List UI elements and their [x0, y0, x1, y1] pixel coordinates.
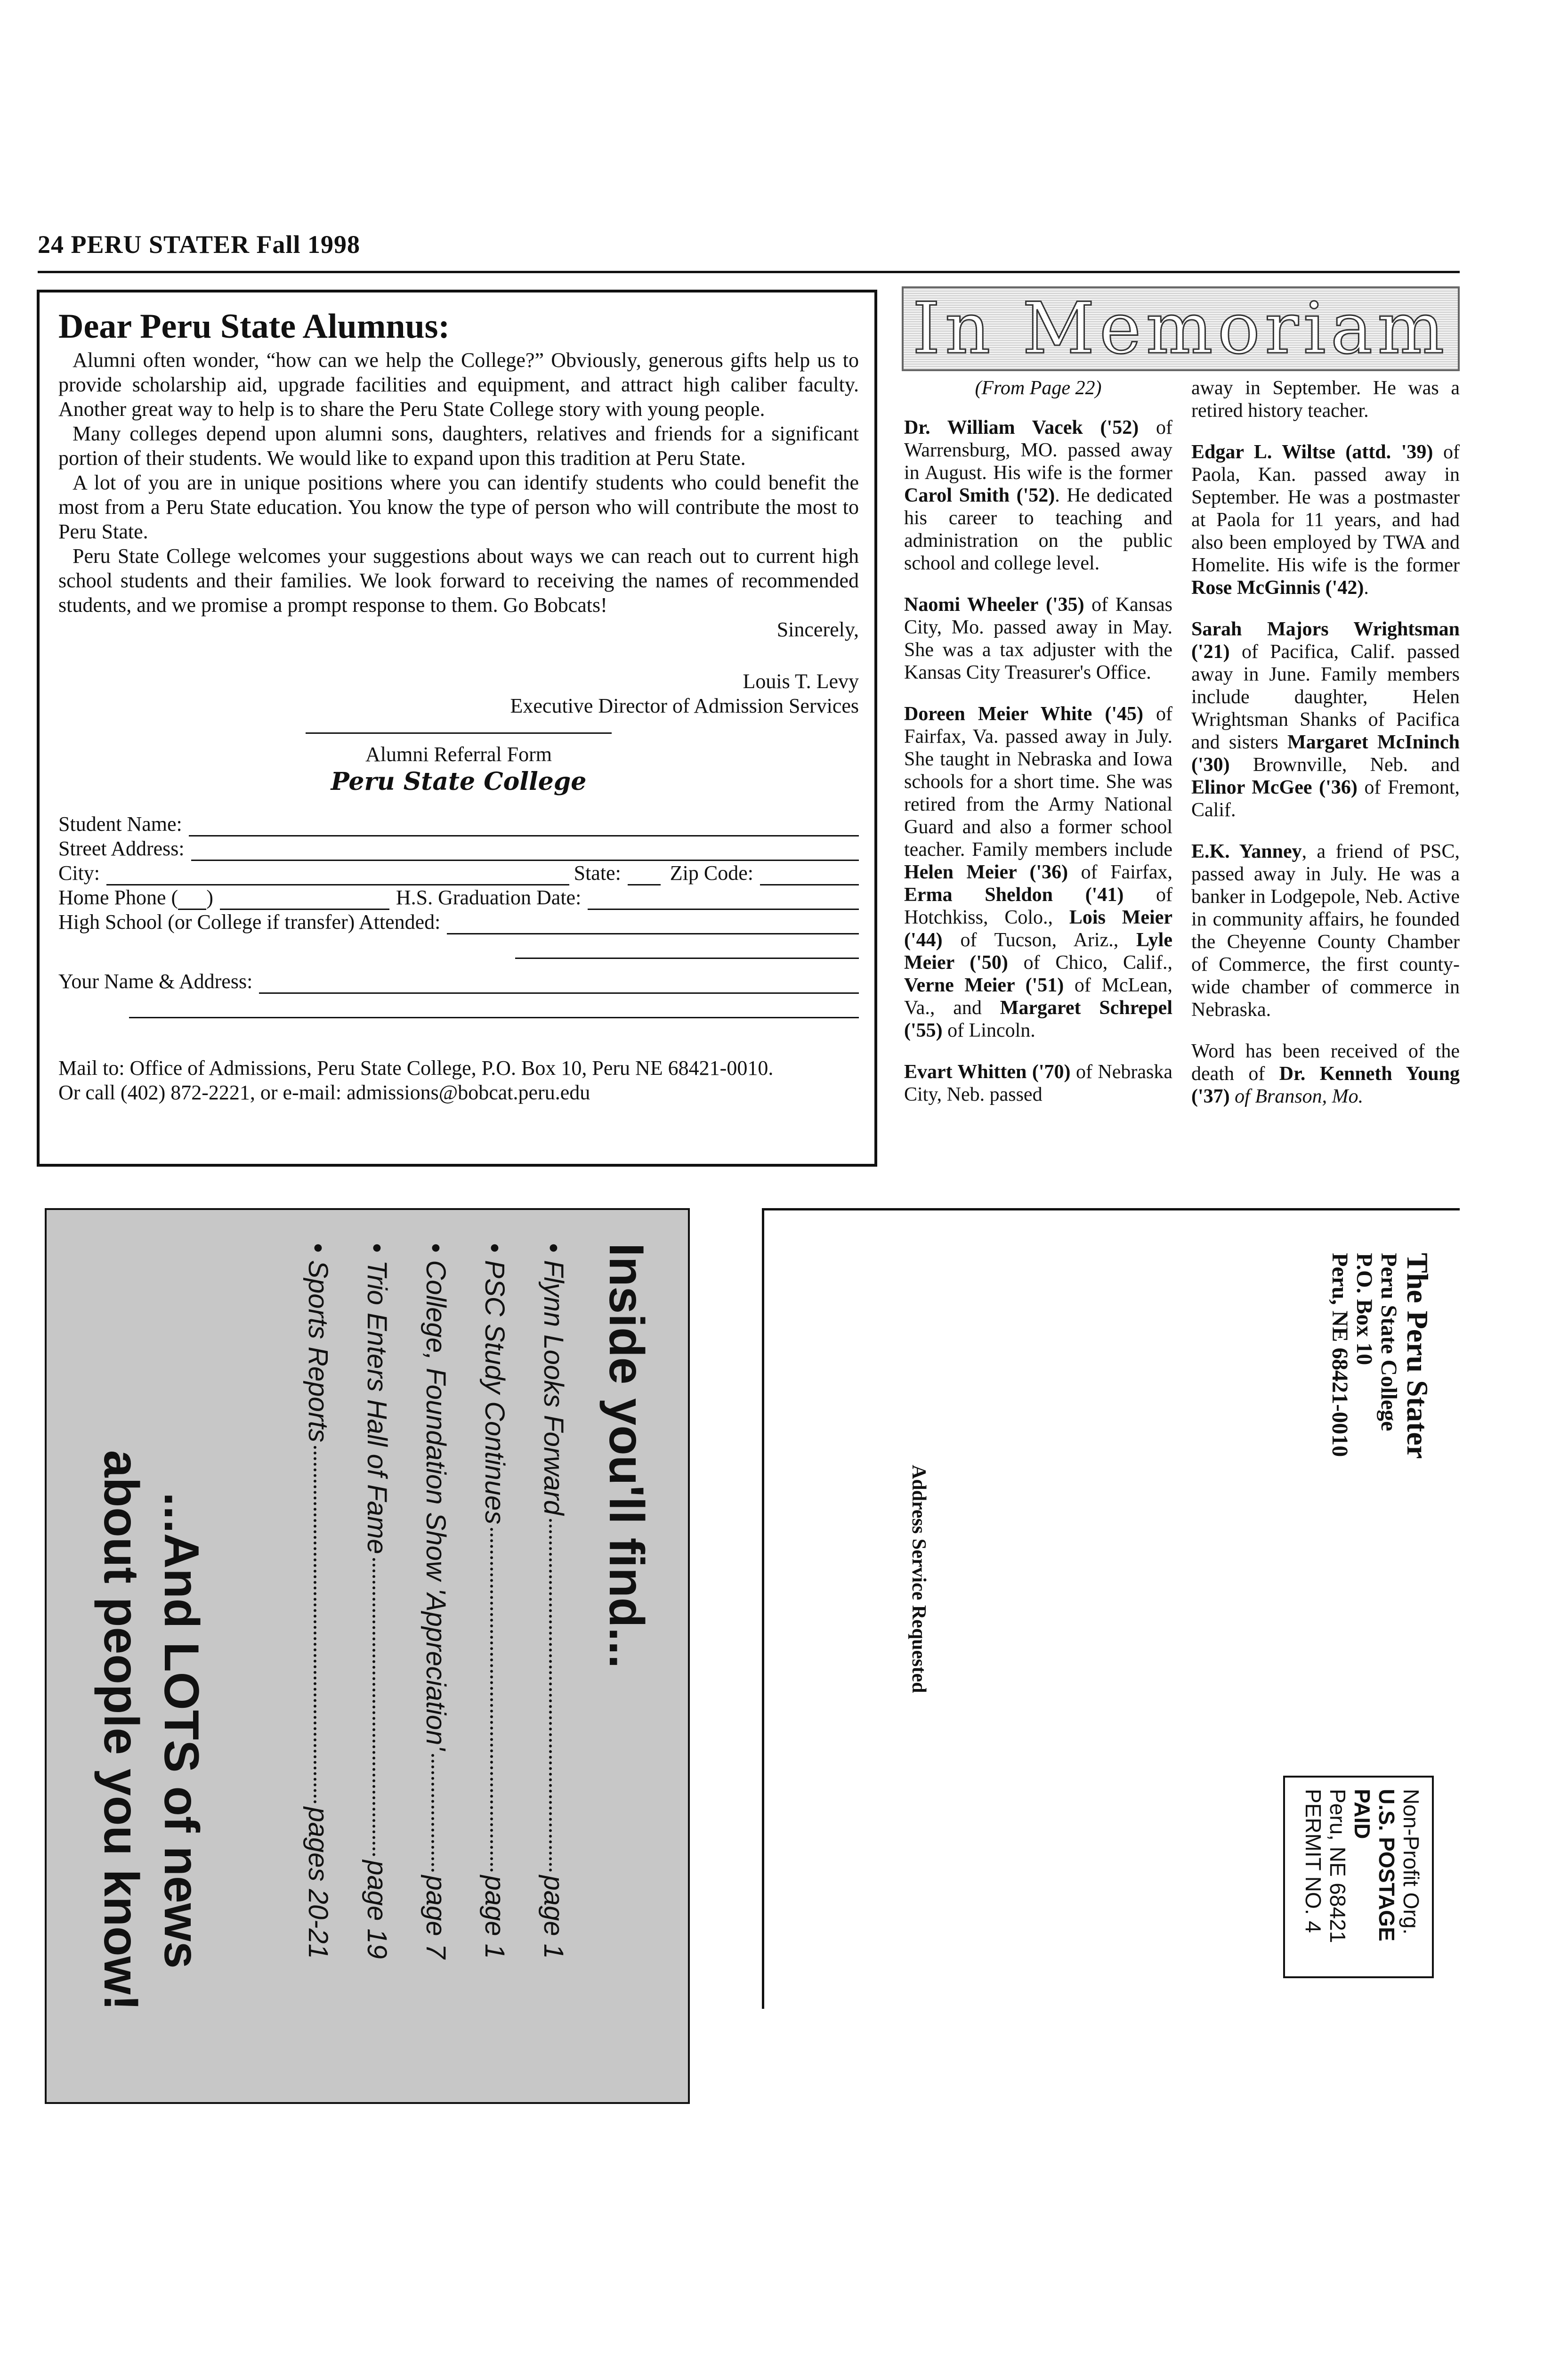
student-name-field[interactable]	[189, 818, 859, 836]
high-school-row-2	[58, 934, 859, 959]
your-name-row-2	[58, 994, 859, 1018]
return-address: The Peru Stater Peru State College P.O. Box 10 Peru, NE 68421-0010	[1327, 1253, 1434, 1459]
contents-item[interactable]: • PSC Study Continues page 1	[479, 1243, 510, 1959]
form-divider	[306, 732, 612, 734]
city-field[interactable]	[106, 867, 569, 885]
high-school-row	[58, 910, 859, 934]
obituary-entry: Doreen Meier White ('45) of Fairfax, Va. passed away in July. She taught in Nebraska and Iowa schools for a short time. She was retired from the Army National Guard and also a former school teacher. Family members include Helen Meier ('36) of Fairfax, Erma Sheldon ('41) of Hotchkiss, Colo., Lois Meier ('44) of Tucson, Ariz., Lyle Meier ('50) of Chico, Calif., Verne Meier ('51) of McLean, Va., and Margaret Schrepel ('55) of Lincoln.	[904, 703, 1173, 1041]
high-school-label: High School (or College if transfer) Attended:	[58, 910, 441, 934]
area-code-field[interactable]	[178, 892, 206, 910]
high-school-field-2[interactable]	[515, 941, 859, 959]
signer-title: Executive Director of Admission Services	[510, 694, 859, 717]
obituary-entry: Naomi Wheeler ('35) of Kansas City, Mo. passed away in May. She was a tax adjuster with the Kansas City Treasurer's Office.	[904, 594, 1173, 683]
state-label: State:	[574, 861, 621, 885]
inside-heading: Inside you'll find...	[599, 1243, 654, 1668]
memoriam-title: In Memoriam	[912, 288, 1449, 370]
memoriam-column-2	[1191, 377, 1460, 1108]
home-phone-field[interactable]	[220, 892, 389, 910]
street-address-field[interactable]	[191, 843, 859, 861]
letter-title: Dear Peru State Alumnus:	[58, 307, 450, 346]
your-name-row	[58, 969, 859, 994]
city-row	[58, 861, 859, 885]
student-name-row	[58, 812, 859, 836]
letter-paragraph: Alumni often wonder, “how can we help the College?” Obviously, generous gifts help us to provide scholarship aid, upgrade facilities and equipment, and attract high caliber faculty. Another great way to help is to share the Peru State College story with young people.	[58, 349, 859, 421]
obituary-entry: Dr. William Vacek ('52) of Warrensburg, MO. passed away in August. His wife is the former Carol Smith ('52). He dedicated his career to teaching and administration on the public school and college level.	[904, 417, 1172, 574]
alumni-letter-box	[37, 290, 877, 1167]
contents-item[interactable]: • Sports Reports pages 20-21	[303, 1243, 333, 1959]
inside-contents-box	[45, 1208, 690, 2104]
call-text: Or call (402) 872-2221, or e-mail: admissions@bobcat.peru.edu	[58, 1081, 590, 1104]
obituary-continued: away in September. He was a retired history teacher.	[1191, 377, 1460, 422]
signer-name: Louis T. Levy	[743, 670, 859, 693]
page-header: 24 PERU STATER Fall 1998	[38, 230, 361, 259]
from-page-note: (From Page 22)	[975, 377, 1102, 399]
memoriam-banner	[902, 286, 1460, 371]
phone-row	[58, 885, 859, 910]
address-service-requested: Address Service Requested	[908, 1465, 929, 1693]
home-phone-label: Home Phone (	[58, 886, 178, 909]
letter-closing: Sincerely,	[776, 618, 859, 641]
street-address-label: Street Address:	[58, 837, 185, 860]
contents-item[interactable]: • Flynn Looks Forward page 1	[538, 1243, 569, 1959]
inside-footer: ...And LOTS of news about people you know!	[94, 1450, 209, 2011]
state-field[interactable]	[628, 867, 661, 885]
college-logo: Peru State College	[331, 767, 587, 796]
student-name-label: Student Name:	[58, 812, 182, 836]
letter-paragraph: Many colleges depend upon alumni sons, daughters, relatives and friends for a significant portion of their students. We would like to expand upon this tradition at Peru State.	[58, 422, 859, 470]
your-address-field[interactable]	[129, 1000, 859, 1018]
zip-label: Zip Code:	[670, 861, 753, 885]
high-school-field[interactable]	[447, 916, 859, 934]
obituary-entry: Sarah Majors Wrightsman ('21) of Pacifica, Calif. passed away in June. Family members include daughter, Helen Wrightsman Shanks of Pacifica and sisters Margaret McIninch ('30) Brownville, Neb. and Elinor McGee ('36) of Fremont, Calif.	[1191, 618, 1460, 821]
contents-item[interactable]: • College, Foundation Show 'Appreciation' page 7	[420, 1243, 451, 1959]
obituary-entry: Edgar L. Wiltse (attd. '39) of Paola, Kan. passed away in September. He was a postmaster at Paola for 11 years, and had also been employed by TWA and Homelite. His wife is the former Rose McGinnis ('42).	[1191, 441, 1460, 599]
grad-date-field[interactable]	[588, 892, 859, 910]
your-name-field[interactable]	[259, 975, 859, 994]
street-address-row	[58, 836, 859, 861]
obituary-entry: E.K. Yanney, a friend of PSC, passed away in July. He was a banker in Lodgepole, Neb. Active in community affairs, he founded the Cheyenne County Chamber of Commerce, the first county-wide chamber of commerce in Nebraska.	[1191, 841, 1460, 1021]
contents-item[interactable]: • Trio Enters Hall of Fame page 19	[362, 1243, 392, 1959]
memoriam-column-1	[904, 377, 1172, 1106]
your-name-label: Your Name & Address:	[58, 970, 253, 993]
form-title: Alumni Referral Form	[365, 743, 552, 766]
home-phone-paren: )	[206, 886, 213, 909]
letter-paragraph: Peru State College welcomes your suggestions about ways we can reach out to current high school students and their families. We look forward to receiving the names of recommended students, and we promise a prompt response to them. Go Bobcats!	[58, 544, 859, 617]
mail-to-text: Mail to: Office of Admissions, Peru State College, P.O. Box 10, Peru NE 68421-0010.	[58, 1056, 774, 1080]
postage-permit-box: Non-Profit Org. U.S. POSTAGE PAID Peru, NE 68421 PERMIT NO. 4	[1283, 1776, 1434, 1978]
return-name: The Peru Stater	[1401, 1253, 1434, 1459]
letter-paragraph: A lot of you are in unique positions where you can identify students who could benefit the most from a Peru State education. You know the type of person who will contribute the most to Peru State.	[58, 471, 859, 543]
mailing-panel	[762, 1208, 1460, 2009]
grad-date-label: H.S. Graduation Date:	[396, 886, 582, 909]
zip-field[interactable]	[760, 867, 859, 885]
obituary-entry: Evart Whitten ('70) of Nebraska City, Neb. passed	[904, 1061, 1172, 1105]
city-label: City:	[58, 861, 100, 885]
header-rule	[38, 271, 1460, 273]
obituary-entry: Word has been received of the death of Dr. Kenneth Young ('37) of Branson, Mo.	[1191, 1040, 1460, 1107]
